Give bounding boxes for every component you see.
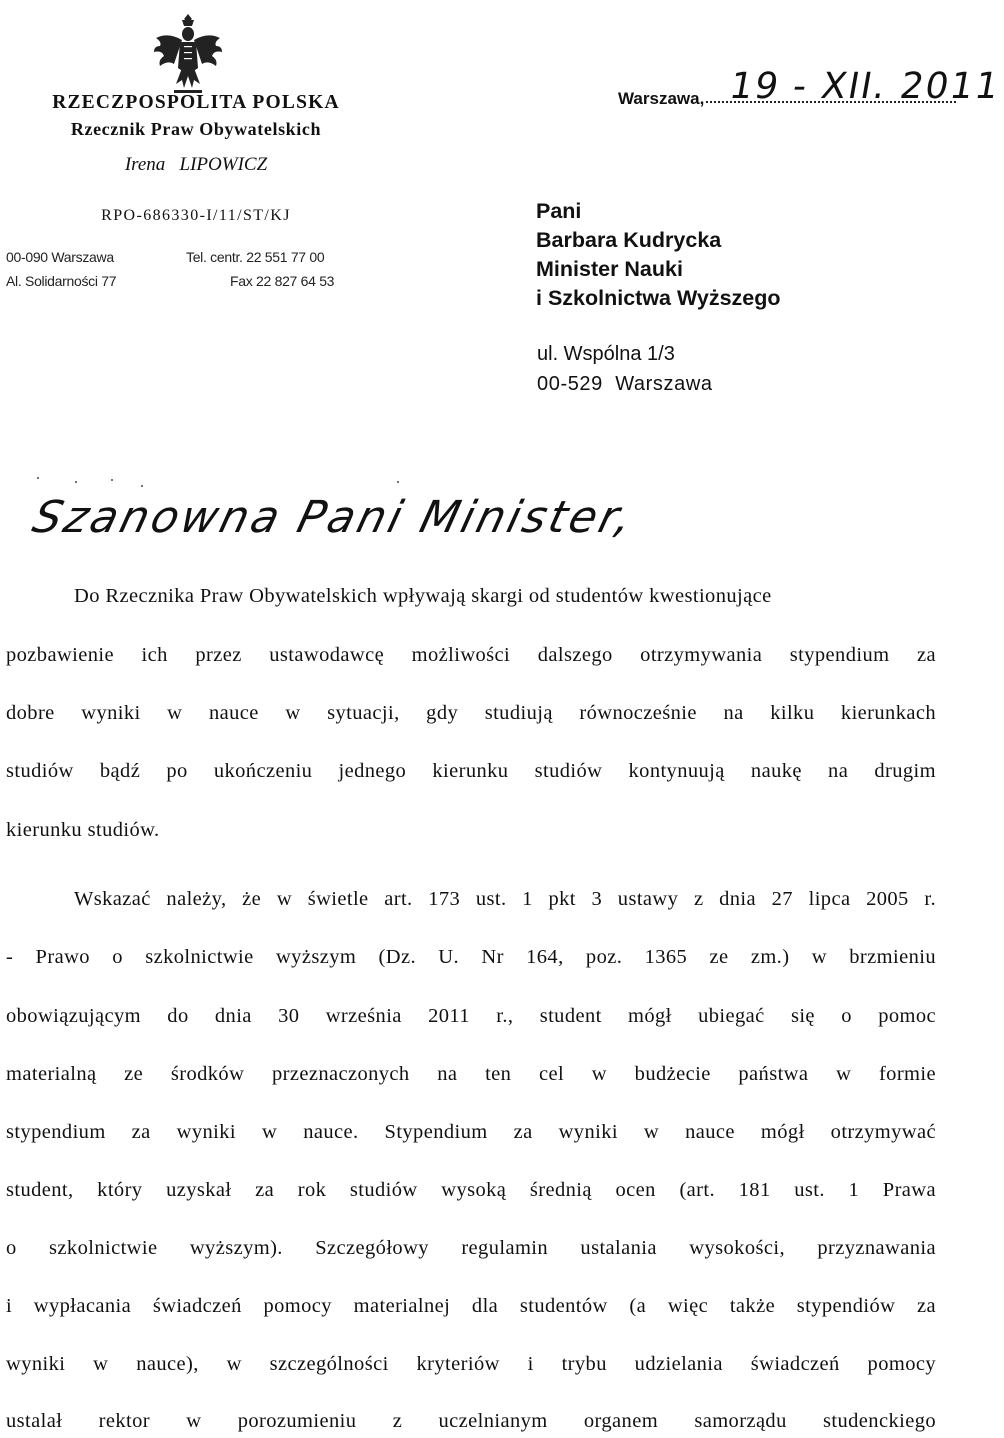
body-line: student, który uzyskał za rok studiów wysoką średnią ocen (art. 181 ust. 1 Prawa <box>6 1179 936 1201</box>
office-heading: Rzecznik Praw Obywatelskich <box>70 119 322 139</box>
handwritten-date: 19 - XII. 2011 <box>726 66 1004 107</box>
body-line: - Prawo o szkolnictwie wyższym (Dz. U. Nr 164, poz. 1365 ze zm.) w brzmieniu <box>6 946 936 968</box>
body-line: Wskazać należy, że w świetle art. 173 ust. 1 pkt 3 ustawy z dnia 27 lipca 2005 r. <box>74 888 936 910</box>
body-line: stypendium za wyniki w nauce. Stypendium za wyniki w nauce mógł otrzymywać <box>6 1121 936 1143</box>
body-line: dobre wyniki w nauce w sytuacji, gdy studiują równocześnie na kilku kierunkach <box>6 702 936 724</box>
body-line: wyniki w nauce), w szczególności kryteriów i trybu udzielania świadczeń pomocy <box>6 1353 936 1375</box>
recipient-line: i Szkolnictwa Wyższego <box>536 286 781 310</box>
body-line: Do Rzecznika Praw Obywatelskich wpływają skargi od studentów kwestionujące <box>74 585 772 607</box>
postal-code: 00-090 Warszawa <box>6 249 114 265</box>
fax-number: Fax 22 827 64 53 <box>230 273 335 289</box>
recipient-line: Pani <box>536 199 582 223</box>
recipient-line: Barbara Kudrycka <box>536 228 722 252</box>
recipient-line: Minister Nauki <box>536 257 683 281</box>
body-line: materialną ze środków przeznaczonych na ten cel w budżecie państwa w formie <box>6 1063 936 1085</box>
body-line: i wypłacania świadczeń pomocy materialnej dla studentów (a więc także stypendiów za <box>6 1295 936 1317</box>
body-line: ustalał rektor w porozumieniu z uczelnianym organem samorządu studenckiego <box>6 1410 936 1432</box>
body-line: obowiązującym do dnia 30 września 2011 r., student mógł ubiegać się o pomoc <box>6 1005 936 1027</box>
body-line: studiów bądź po ukończeniu jednego kierunku studiów kontynuują naukę na drugim <box>6 760 936 782</box>
recipient-street: ul. Wspólna 1/3 <box>537 343 675 365</box>
handwritten-salutation: Szanowna Pani Minister, <box>27 492 641 543</box>
ombudsman-name: Irena LIPOWICZ <box>124 154 268 175</box>
street-address: Al. Solidarności 77 <box>6 273 117 289</box>
body-line: o szkolnictwie wyższym). Szczegółowy regulamin ustalania wysokości, przyznawania <box>6 1237 936 1259</box>
date-label: Warszawa, <box>618 89 705 108</box>
phone-number: Tel. centr. 22 551 77 00 <box>186 249 325 265</box>
recipient-city: 00-529 Warszawa <box>537 373 713 395</box>
body-line: kierunku studiów. <box>6 819 160 841</box>
scan-specks <box>30 470 450 490</box>
body-line: pozbawienie ich przez ustawodawcę możliwości dalszego otrzymywania stypendium za <box>6 644 936 666</box>
reference-number: RPO-686330-I/11/ST/KJ <box>101 207 291 224</box>
polish-eagle-emblem-icon <box>152 10 224 96</box>
country-heading: RZECZPOSPOLITA POLSKA <box>52 92 340 113</box>
